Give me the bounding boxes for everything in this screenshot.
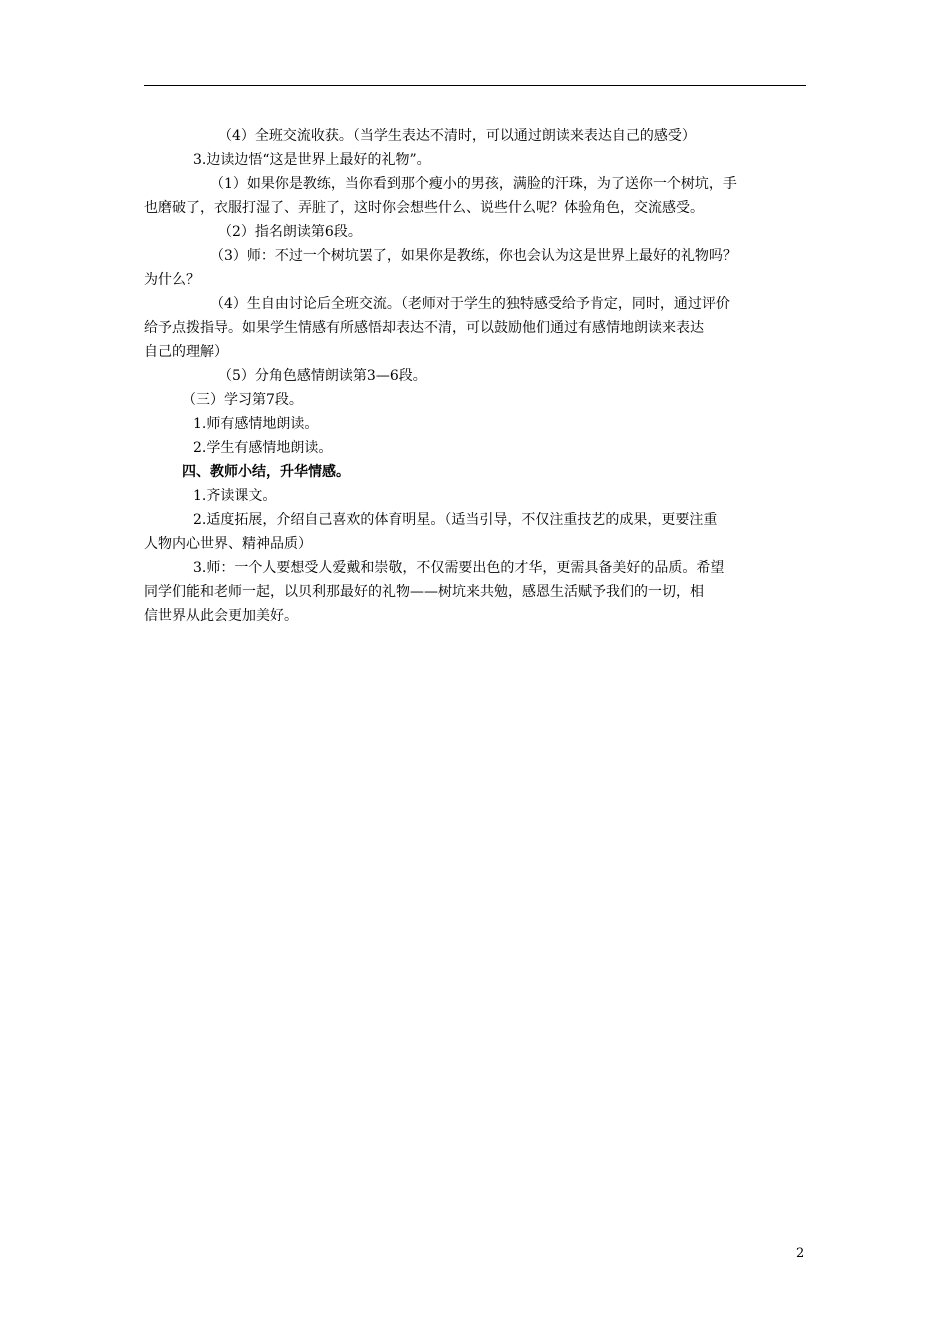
text-line: 信世界从此会更加美好。 xyxy=(144,608,298,624)
text-line: 3.师：一个人要想受人爱戴和崇敬，不仅需要出色的才华，更需具备美好的品质。希望 xyxy=(193,560,725,576)
text-line: 给予点拨指导。如果学生情感有所感悟却表达不清，可以鼓励他们通过有感情地朗读来表达 xyxy=(144,320,704,336)
document-body xyxy=(144,124,806,628)
text-line: （5）分角色感情朗读第3—6段。 xyxy=(218,368,427,384)
text-line: 2.适度拓展，介绍自己喜欢的体育明星。（适当引导，不仅注重技艺的成果，更要注重 xyxy=(193,512,718,528)
text-line: 人物内心世界、精神品质） xyxy=(144,536,312,552)
section-heading: （三）学习第7段。 xyxy=(182,392,303,408)
section-heading-bold: 四、教师小结，升华情感。 xyxy=(182,464,350,480)
header-rule xyxy=(144,85,806,86)
text-line: （2）指名朗读第6段。 xyxy=(218,224,362,240)
text-line: 1.师有感情地朗读。 xyxy=(193,416,319,432)
text-line: 自己的理解） xyxy=(144,344,228,360)
text-line: 为什么？ xyxy=(144,272,200,288)
text-line: （4）生自由讨论后全班交流。（老师对于学生的独特感受给予肯定，同时，通过评价 xyxy=(210,296,730,312)
text-line: 同学们能和老师一起，以贝利那最好的礼物——树坑来共勉，感恩生活赋予我们的一切，相 xyxy=(144,584,704,600)
text-line: （4）全班交流收获。（当学生表达不清时，可以通过朗读来表达自己的感受） xyxy=(218,128,696,144)
text-line: 也磨破了，衣服打湿了、弄脏了，这时你会想些什么、说些什么呢？体验角色，交流感受。 xyxy=(144,200,704,216)
text-line: 3.边读边悟“这是世界上最好的礼物”。 xyxy=(193,152,431,168)
text-line: 1.齐读课文。 xyxy=(193,488,277,504)
page-number: 2 xyxy=(796,1246,805,1261)
text-line: （3）师：不过一个树坑罢了，如果你是教练，你也会认为这是世界上最好的礼物吗？ xyxy=(210,248,737,264)
text-line: 2.学生有感情地朗读。 xyxy=(193,440,333,456)
text-line: （1）如果你是教练，当你看到那个瘦小的男孩，满脸的汗珠，为了送你一个树坑，手 xyxy=(210,176,737,192)
